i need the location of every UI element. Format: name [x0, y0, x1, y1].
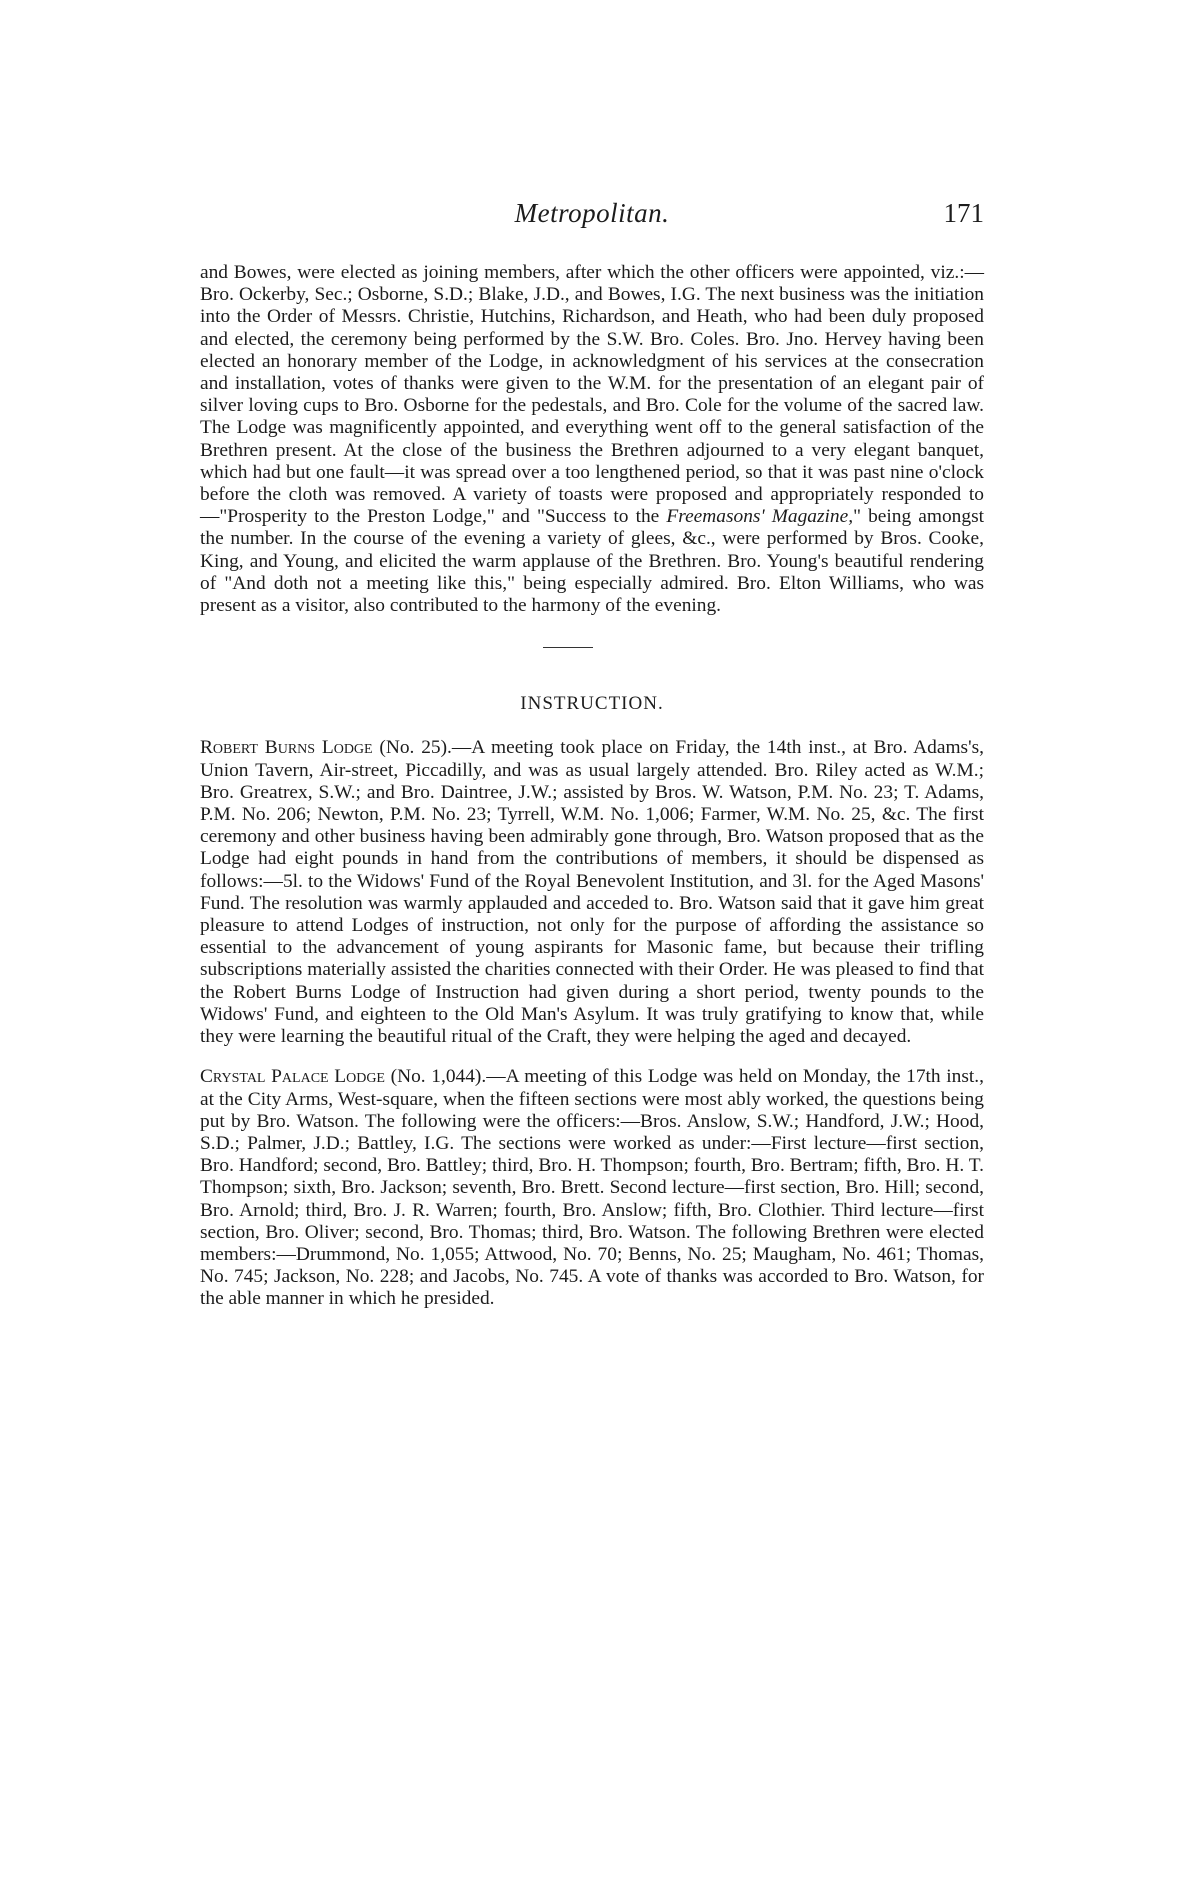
divider-rule — [543, 647, 593, 648]
paragraph-crystal-palace — [200, 1066, 984, 1310]
lodge-name: Robert Burns Lodge — [200, 737, 373, 759]
paragraph-text: and Bowes, were elected as joining members, after which the other officers were appointed, viz.:—Bro. Ockerby, Sec.; Osborne, S.D.; Blake, J.D., and Bowes, I.G. The next business was the initiation into the Order of Messrs. Christie, Hutchins, Richardson, and Heath, who had been duly proposed and elected, the ceremony being performed by the S.W. Bro. Coles. Bro. Jno. Hervey having been elected an honorary member of the Lodge, in acknowledgment of his services at the consecration and installation, votes of thanks were given to the W.M. for the presentation of an elegant pair of silver loving cups to Bro. Osborne for the pedestals, and Bro. Cole for the volume of the sacred law. The Lodge was magnificently appointed, and everything went off to the general satisfaction of the Brethren present. At the close of the business the Brethren adjourned to a very elegant banquet, which had but one fault—it was spread over a too lengthened period, so that it was past nine o'clock before the cloth was removed. A variety of toasts were proposed and appropriately responded to—"Prosperity to the Preston Lodge," and "Success to the — [200, 262, 984, 528]
running-title: Metropolitan. — [514, 198, 670, 228]
paragraph-continuation — [200, 262, 984, 617]
paragraph-gap — [200, 1048, 984, 1066]
page-number: 171 — [943, 198, 984, 228]
paragraph-text: (No. 25).—A meeting took place on Friday, the 14th inst., at Bro. Adams's, Union Tavern, Air-street, Piccadilly, and was as usual largely attended. Bro. Riley acted as W.M.; Bro. Greatrex, S.W.; and Bro. Daintree, J.W.; assisted by Bros. W. Watson, P.M. No. 23; T. Adams, P.M. No. 206; Newton, P.M. No. 23; Tyrrell, W.M. No. 1,006; Farmer, W.M. No. 25, &c. The first ceremony and other business having been admirably gone through, Bro. Watson proposed that as the Lodge had eight pounds in hand from the contributions of members, it should be dispensed as follows:—5l. to the Widows' Fund of the Royal Benevolent Institution, and 3l. for the Aged Masons' Fund. The resolution was warmly applauded and acceded to. Bro. Watson said that it gave him great pleasure to attend Lodges of instruction, not only for the purpose of affording the assistance so essential to the advancement of young aspirants for Masonic fame, but because their trifling subscriptions materially assisted the charities connected with their Order. He was pleased to find that the Robert Burns Lodge of Instruction had given during a short period, twenty pounds to the Widows' Fund, and eighteen to the Old Man's Asylum. It was truly gratifying to know that, while they were learning the beautiful ritual of the Craft, they were helping the aged and decayed. — [200, 737, 984, 1048]
magazine-title: Freemasons' Magazine, — [666, 506, 854, 528]
paragraph-robert-burns — [200, 737, 984, 1048]
section-divider — [200, 625, 984, 669]
text-column — [200, 262, 984, 1311]
paragraph-text-after: " being amongst the number. In the course of the evening a variety of glees, &c., were performed by Bros. Cooke, King, and Young, and elicited the warm applause of the Brethren. Bro. Young's beautiful rendering of "And doth not a meeting like this," being especially admired. Bro. Elton Williams, who was present as a visitor, also contributed to the harmony of the evening. — [200, 506, 985, 617]
lodge-name: Crystal Palace Lodge — [200, 1066, 385, 1088]
running-head — [200, 198, 984, 238]
paragraph-text: (No. 1,044).—A meeting of this Lodge was held on Monday, the 17th inst., at the City Arms, West-square, when the fifteen sections were most ably worked, the questions being put by Bro. Watson. The following were the officers:—Bros. Anslow, S.W.; Handford, J.W.; Hood, S.D.; Palmer, J.D.; Battley, I.G. The sections were worked as under:—First lecture—first section, Bro. Handford; second, Bro. Battley; third, Bro. H. Thompson; fourth, Bro. Bertram; fifth, Bro. H. T. Thompson; sixth, Bro. Jackson; seventh, Bro. Brett. Second lecture—first section, Bro. Hill; second, Bro. Arnold; third, Bro. J. R. Warren; fourth, Bro. Anslow; fifth, Bro. Clothier. Third lecture—first section, Bro. Oliver; second, Bro. Thomas; third, Bro. Watson. The following Brethren were elected members:—Drummond, No. 1,055; Attwood, No. 70; Benns, No. 25; Maugham, No. 461; Thomas, No. 745; Jackson, No. 228; and Jacobs, No. 745. A vote of thanks was accorded to Bro. Watson, for the able manner in which he presided. — [200, 1066, 985, 1310]
section-heading: INSTRUCTION. — [520, 693, 664, 715]
